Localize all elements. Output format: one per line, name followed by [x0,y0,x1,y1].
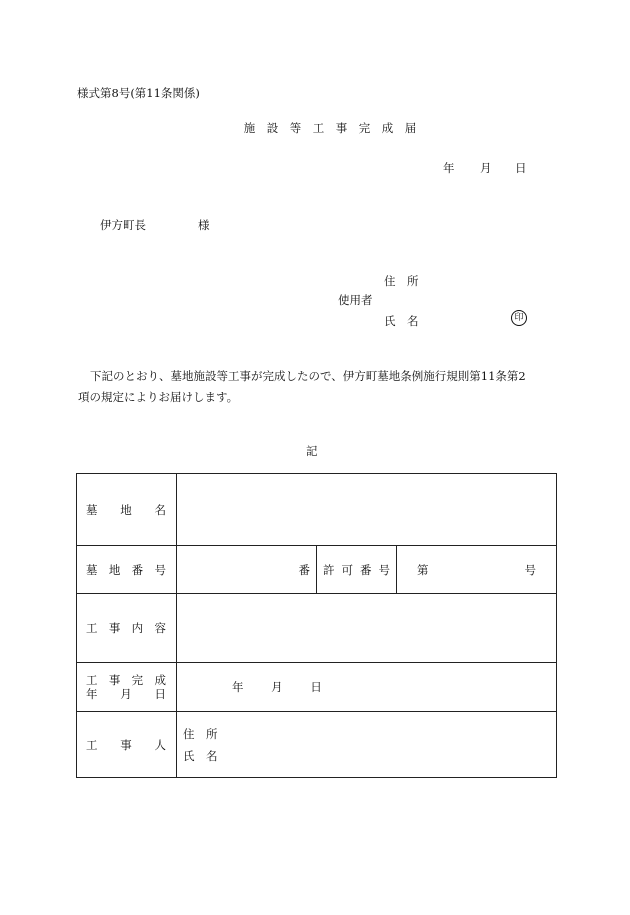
applicant-address-label: 住 所 [384,274,419,288]
char: 号 [154,562,166,577]
body-line-1: 下記のとおり、墓地施設等工事が完成したので、伊方町墓地条例施行規則第11条第2 [90,369,526,383]
ban-suffix: 番 [298,562,310,577]
char: 事 [120,737,132,752]
permit-number-label [317,546,397,594]
char: 人 [154,737,166,752]
char: 年 [86,687,98,701]
body-text [78,366,570,408]
char: 日 [154,687,166,701]
char: 地 [108,562,121,577]
row-cemetery-name [77,474,557,546]
char: 可 [341,562,353,577]
char: 工 [86,737,98,752]
contractor-address-label: 住 所 [183,726,218,741]
char: 内 [131,621,144,635]
char: 名 [154,502,166,517]
work-content-label [77,594,177,663]
permit-number-value[interactable] [397,546,557,594]
char: 墓 [86,562,98,577]
completion-date-label [77,663,177,712]
row-cemetery-number [77,546,557,594]
char: 許 [323,562,335,577]
char: 墓 [86,502,98,517]
completion-year-label: 年 [232,680,244,694]
completion-month-label: 月 [271,680,283,694]
dai-prefix: 第 [417,562,429,577]
cemetery-name-label [77,474,177,546]
char: 月 [120,687,132,701]
contractor-value[interactable] [177,712,557,778]
work-content-value[interactable] [177,594,557,663]
applicant-name-label: 氏 名 [384,314,419,328]
char: 地 [120,502,132,517]
char: 成 [154,673,166,687]
date-month-label: 月 [480,161,492,175]
cemetery-number-value[interactable] [177,546,317,594]
cemetery-name-value[interactable] [177,474,557,546]
char: 号 [378,562,390,577]
date-year-label: 年 [443,161,455,175]
document-title: 施 設 等 工 事 完 成 届 [243,121,417,135]
row-contractor [77,712,557,778]
char: 事 [108,673,121,687]
detail-table [76,473,557,778]
contractor-name-label: 氏 名 [183,748,218,763]
char: 工 [86,673,98,687]
row-work-content [77,594,557,663]
recipient-name: 伊方町長 [100,218,146,232]
char: 番 [360,562,372,577]
completion-date-value[interactable] [177,663,557,712]
seal-icon: 印 [511,310,527,326]
row-completion-date [77,663,557,712]
char: 完 [131,673,144,687]
cemetery-number-label [77,546,177,594]
contractor-label [77,712,177,778]
recipient-honorific: 様 [198,218,210,232]
date-day-label: 日 [515,161,527,175]
char: 事 [108,621,121,635]
char: 容 [154,621,166,635]
go-suffix: 号 [524,562,537,577]
form-number: 様式第8号(第11条関係) [77,86,200,100]
char: 番 [131,562,144,577]
completion-day-label: 日 [310,680,322,694]
char: 工 [86,621,98,635]
applicant-role-label: 使用者 [338,293,373,307]
body-line-2: 項の規定によりお届けします。 [78,390,239,404]
ki-heading: 記 [306,444,318,458]
